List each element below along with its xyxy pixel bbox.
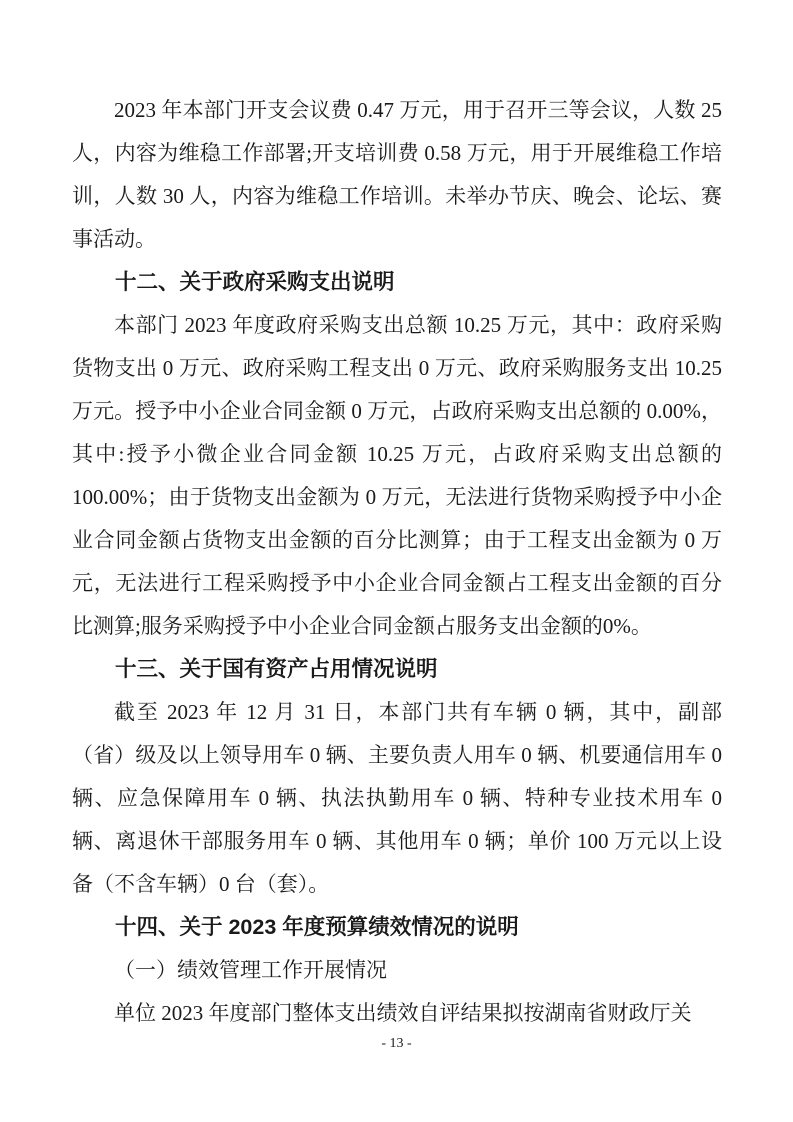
section-heading-budget-performance: 十四、关于 2023 年度预算绩效情况的说明 (115, 915, 519, 939)
section-heading-gov-procurement: 十二、关于政府采购支出说明 (115, 270, 395, 294)
paragraph-performance-self-evaluation: 单位 2023 年度部门整体支出绩效自评结果拟按湖南省财政厅关 (114, 1001, 692, 1025)
page-number: - 13 - (381, 1036, 412, 1051)
section-heading-state-assets: 十三、关于国有资产占用情况说明 (115, 657, 438, 681)
subsection-heading-performance-management: （一）绩效管理工作开展情况 (114, 958, 387, 982)
paragraph-gov-procurement-detail: 本部门 2023 年度政府采购支出总额 10.25 万元，其中：政府采购货物支出 0 万元、政府采购工程支出 0 万元、政府采购服务支出 10.25 万元。授予中小企业合同金额 0 万元，占政府采购支出总额的 0.00%，其中:授予小微企业合同金额 10.25 万元，占政府采购支出总额的 100.00%；由于货物支出金额为 0 万元，无法进行货物采购授予中小企业合同金额占货物支出金额的百分比测算；由于工程支出金额为 0 万元，无法进行工程采购授予中小企业合同金额占工程支出金额的百分比测算;服务采购授予中小企业合同金额占服务支出金额的0%。 (72, 313, 722, 638)
paragraph-state-assets-detail: 截至 2023 年 12 月 31 日，本部门共有车辆 0 辆，其中，副部（省）级及以上领导用车 0 辆、主要负责人用车 0 辆、机要通信用车 0 辆、应急保障用车 0 辆、执法执勤用车 0 辆、特种专业技术用车 0 辆、离退休干部服务用车 0 辆、其他用车 0 辆；单价 100 万元以上设备（不含车辆）0 台（套）。 (72, 700, 722, 896)
paragraph-meeting-training-expense: 2023 年本部门开支会议费 0.47 万元，用于召开三等会议，人数 25 人，内容为维稳工作部署;开支培训费 0.58 万元，用于开展维稳工作培训，人数 30 人，内容为维稳工作培训。未举办节庆、晚会、论坛、赛事活动。 (72, 98, 722, 251)
document-body (72, 89, 722, 1035)
